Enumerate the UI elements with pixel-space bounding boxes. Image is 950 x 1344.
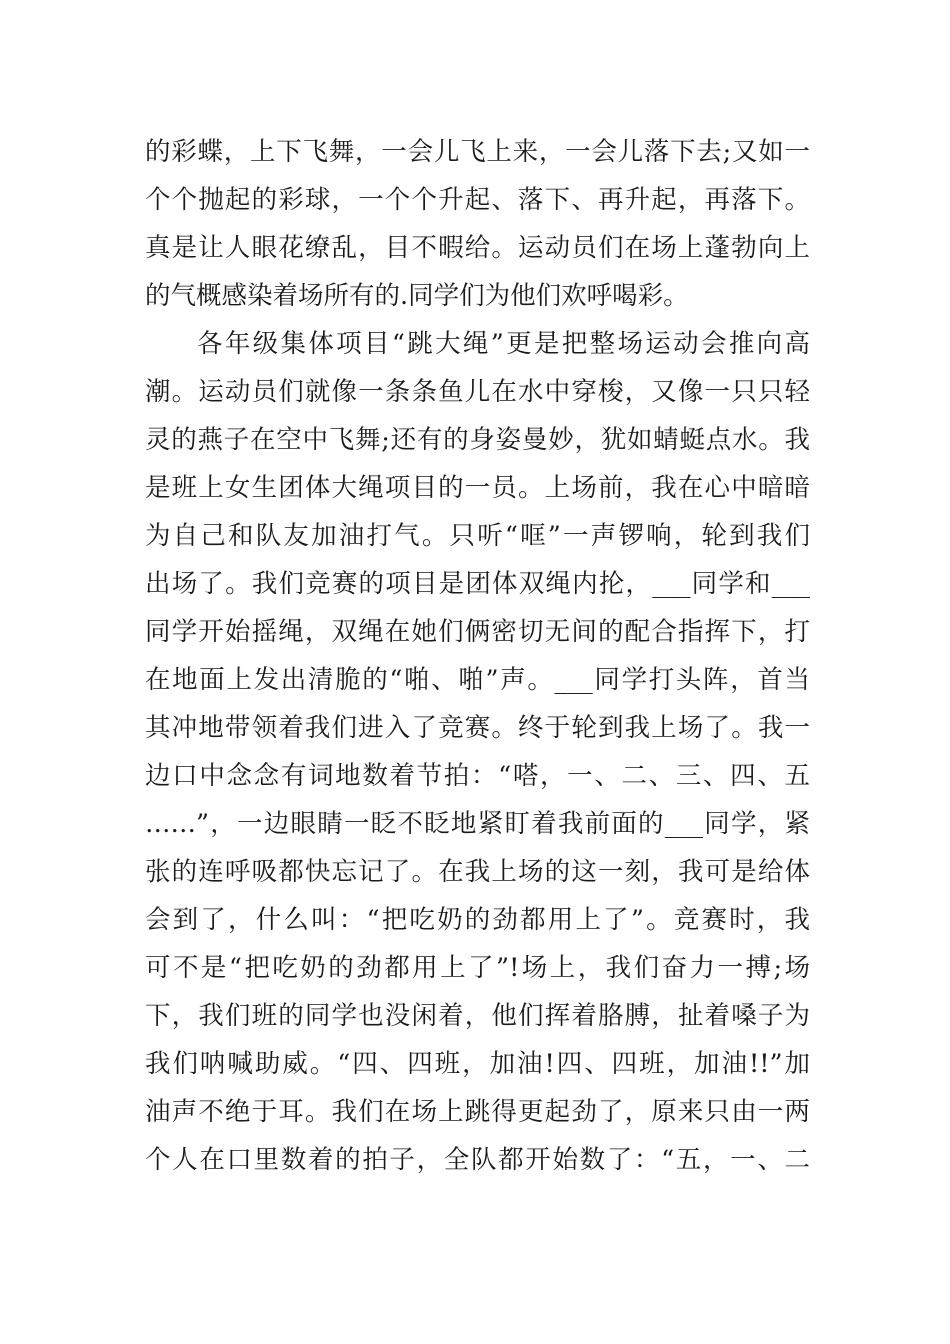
text-line: 个人在口里数着的拍子，全队都开始数了：“五，一、二 — [145, 1145, 810, 1175]
text-line: 出场了。我们竞赛的项目是团体双绳内抡，___同学和___ — [145, 569, 810, 599]
text-line: 张的连呼吸都快忘记了。在我上场的这一刻，我可是给体 — [145, 857, 810, 887]
text-line: 为自己和队友加油打气。只听“哐”一声锣响，轮到我们 — [145, 521, 810, 551]
text-line: 边口中念念有词地数着节拍：“嗒，一、二、三、四、五 — [145, 761, 810, 791]
text-line: ……”，一边眼睛一眨不眨地紧盯着我前面的___同学，紧 — [145, 809, 810, 839]
paragraph-2 — [145, 320, 810, 1184]
text-line: 油声不绝于耳。我们在场上跳得更起劲了，原来只由一两 — [145, 1097, 810, 1127]
text-line: 潮。运动员们就像一条条鱼儿在水中穿梭，又像一只只轻 — [145, 377, 810, 407]
text-line: 个个抛起的彩球，一个个升起、落下、再升起，再落下。 — [145, 185, 810, 215]
paragraph-1 — [145, 128, 810, 320]
text-line: 各年级集体项目“跳大绳”更是把整场运动会推向高 — [197, 329, 810, 359]
text-line: 真是让人眼花缭乱，目不暇给。运动员们在场上蓬勃向上 — [145, 233, 810, 263]
text-line: 的气概感染着场所有的.同学们为他们欢呼喝彩。 — [145, 281, 689, 311]
text-line: 其冲地带领着我们进入了竞赛。终于轮到我上场了。我一 — [145, 713, 810, 743]
document-body — [145, 128, 810, 1184]
text-line: 在地面上发出清脆的“啪、啪”声。___同学打头阵，首当 — [145, 665, 810, 695]
text-line: 会到了，什么叫：“把吃奶的劲都用上了”。竞赛时，我 — [145, 905, 810, 935]
text-line: 下，我们班的同学也没闲着，他们挥着胳膊，扯着嗓子为 — [145, 1001, 810, 1031]
text-line: 灵的燕子在空中飞舞;还有的身姿曼妙，犹如蜻蜓点水。我 — [145, 425, 810, 455]
text-line: 我们呐喊助威。“四、四班，加油!四、四班，加油!!”加 — [145, 1049, 810, 1079]
text-line: 的彩蝶，上下飞舞，一会儿飞上来，一会儿落下去;又如一 — [145, 137, 810, 167]
text-line: 是班上女生团体大绳项目的一员。上场前，我在心中暗暗 — [145, 473, 810, 503]
text-line: 同学开始摇绳，双绳在她们俩密切无间的配合指挥下，打 — [145, 617, 810, 647]
text-line: 可不是“把吃奶的劲都用上了”!场上，我们奋力一搏;场 — [145, 953, 810, 983]
